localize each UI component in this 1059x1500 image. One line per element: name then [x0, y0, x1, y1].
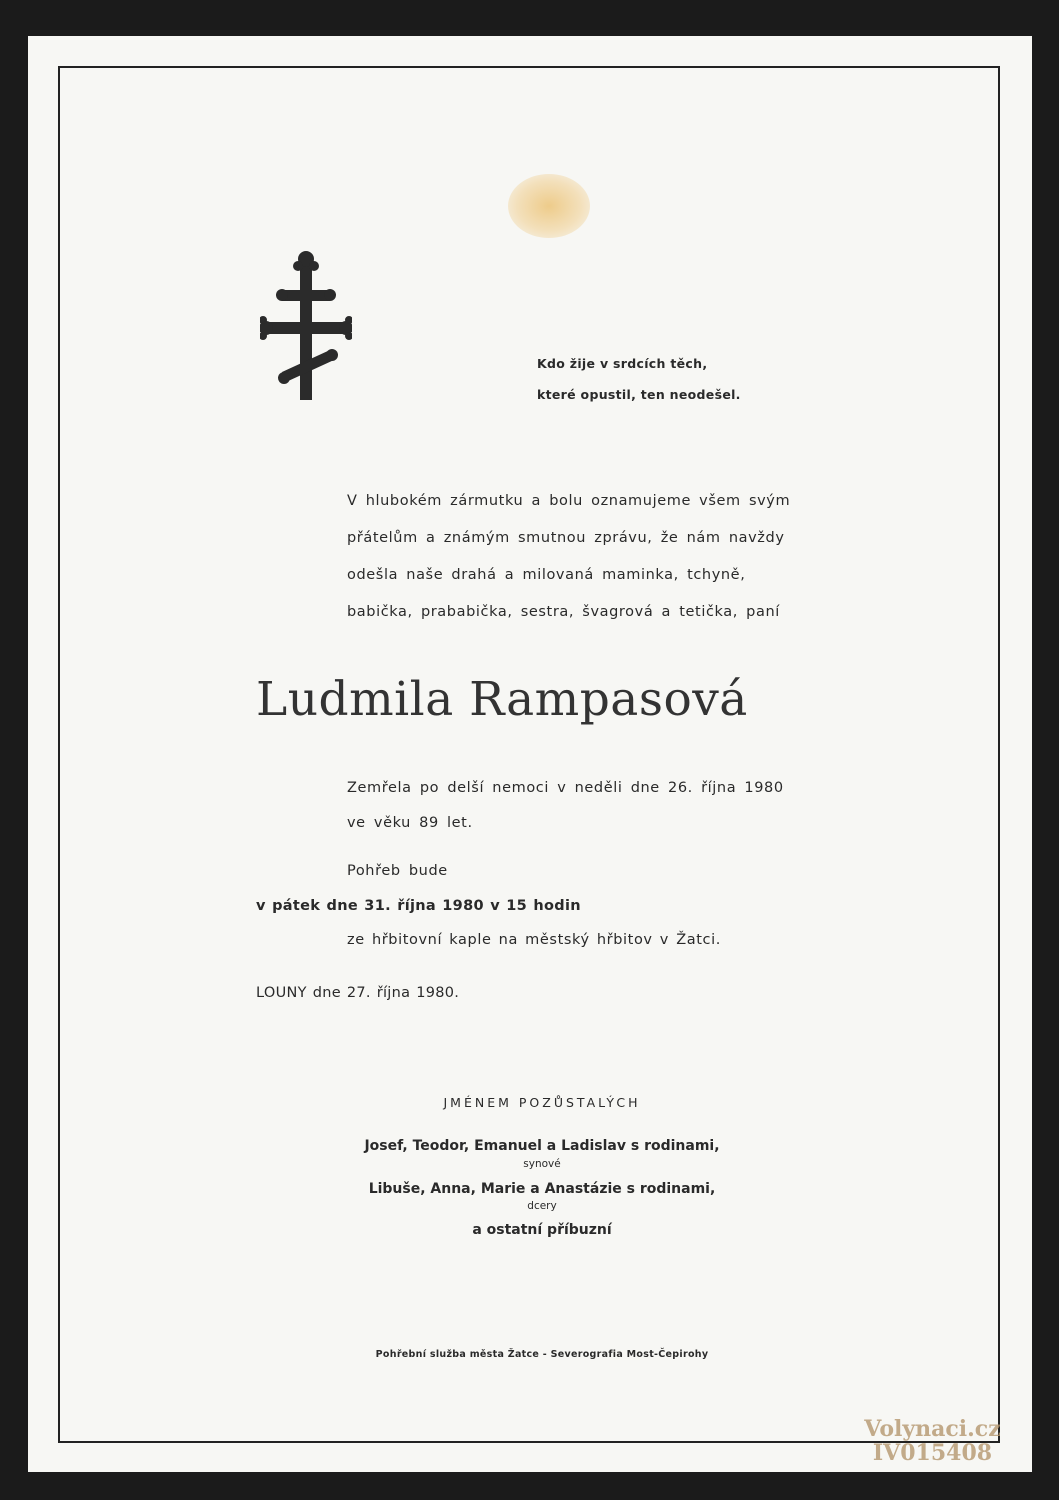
daughters-names: Libuše, Anna, Marie a Anastázie s rodinami, — [368, 1181, 716, 1197]
motto-line-2: které opustil, ten neodešel. — [537, 387, 741, 402]
deceased-name: Ludmila Rampasová — [256, 672, 748, 727]
orthodox-cross-icon — [260, 250, 352, 402]
motto-line-1: Kdo žije v srdcích těch, — [537, 356, 708, 371]
announcement-line-3: odešla naše drahá a milovaná maminka, tchyně, — [347, 567, 746, 583]
watermark-site: Volynaci.cz — [864, 1416, 1001, 1442]
other-relatives: a ostatní příbuzní — [472, 1222, 612, 1238]
place-and-date: LOUNY dne 27. října 1980. — [256, 985, 460, 1001]
announcement-line-2: přátelům a známým smutnou zprávu, že nám navždy — [347, 530, 785, 546]
announcement-line-1: V hlubokém zármutku a bolu oznamujeme všem svým — [347, 493, 791, 509]
death-line-1: Zemřela po delší nemoci v neděli dne 26. října 1980 — [347, 780, 784, 796]
printer-footer: Pohřební služba města Žatce - Severografia Most-Čepirohy — [375, 1349, 709, 1360]
sons-label: synové — [523, 1158, 561, 1170]
obituary-card — [28, 36, 1032, 1472]
announcement-line-4: babička, prababička, sestra, švagrová a tetička, paní — [347, 604, 780, 620]
funeral-place: ze hřbitovní kaple na městský hřbitov v Žatci. — [347, 932, 721, 948]
sons-names: Josef, Teodor, Emanuel a Ladislav s rodinami, — [364, 1138, 720, 1154]
funeral-datetime: v pátek dne 31. října 1980 v 15 hodin — [256, 898, 581, 914]
funeral-intro: Pohřeb bude — [347, 863, 448, 879]
daughters-label: dcery — [527, 1200, 557, 1212]
paper-stain — [508, 174, 590, 238]
mourners-heading: JMÉNEM POZŮSTALÝCH — [443, 1095, 641, 1110]
watermark-id: IV015408 — [872, 1440, 993, 1466]
death-line-2: ve věku 89 let. — [347, 815, 473, 831]
